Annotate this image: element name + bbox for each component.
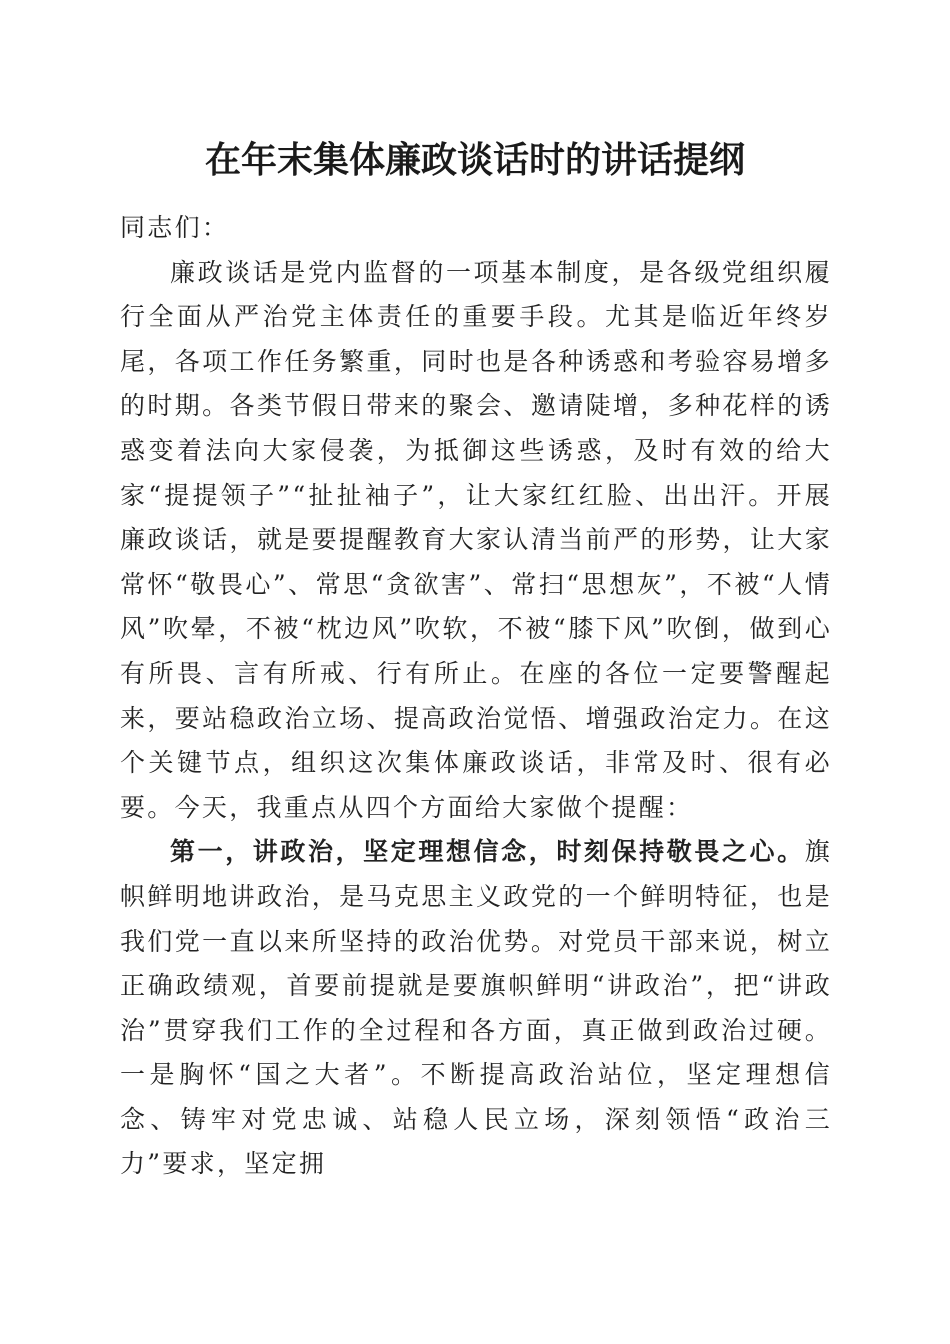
salutation: 同志们：	[120, 213, 230, 242]
document-body	[120, 206, 832, 1187]
paragraph-intro: 廉政谈话是党内监督的一项基本制度，是各级党组织履行全面从严治党主体责任的重要手段。尤其是临近年终岁尾，各项工作任务繁重，同时也是各种诱惑和考验容易增多的时期。各类节假日带来的聚会、邀请陡增，多种花样的诱惑变着法向大家侵袭，为抵御这些诱惑，及时有效的给大家“提提领子”“扯扯袖子”，让大家红红脸、出出汗。开展廉政谈话，就是要提醒教育大家认清当前严的形势，让大家常怀“敬畏心”、常思“贪欲害”、常扫“思想灰”，不被“人情风”吹晕，不被“枕边风”吹软，不被“膝下风”吹倒，做到心有所畏、言有所戒、行有所止。在座的各位一定要警醒起来，要站稳政治立场、提高政治觉悟、增强政治定力。在这个关键节点，组织这次集体廉政谈话，非常及时、很有必要。今天，我重点从四个方面给大家做个提醒：	[120, 257, 832, 822]
document-title: 在年末集体廉政谈话时的讲话提纲	[204, 139, 745, 181]
paragraph-lead-heading: 第一，讲政治，坚定理想信念，时刻保持敬畏之心。	[170, 837, 805, 867]
paragraph-first-point	[120, 830, 832, 1187]
paragraph-body-text: 旗帜鲜明地讲政治，是马克思主义政党的一个鲜明特征，也是我们党一直以来所坚持的政治优势。对党员干部来说，树立正确政绩观，首要前提就是要旗帜鲜明“讲政治”，把“讲政治”贯穿我们工作的全过程和各方面，真正做到政治过硬。一是胸怀“国之大者”。不断提高政治站位，坚定理想信念、铸牢对党忠诚、站稳人民立场，深刻领悟“政治三力”要求，坚定拥	[120, 837, 832, 1179]
